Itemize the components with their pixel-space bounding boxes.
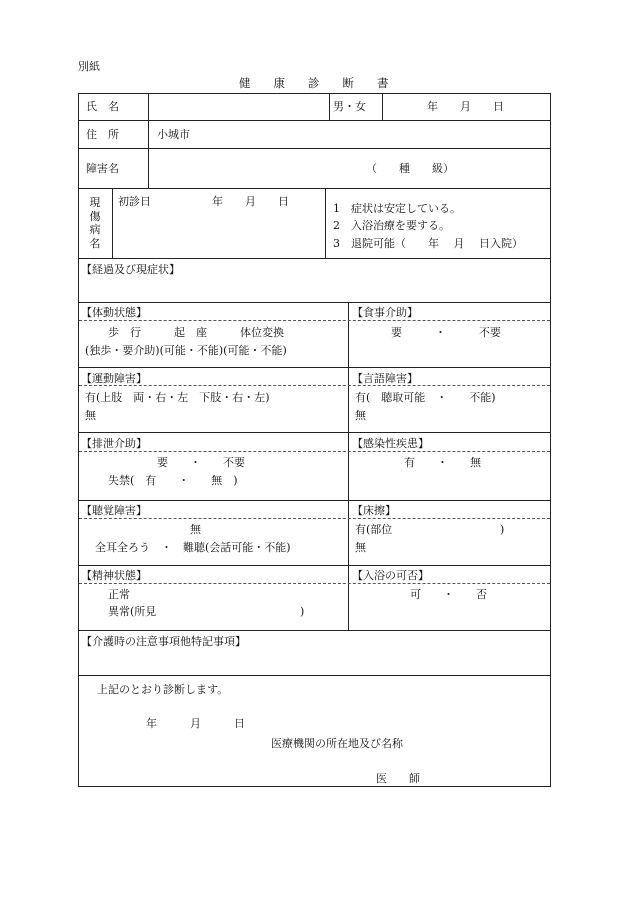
doctor-label: 医 師	[376, 772, 420, 785]
row-divider	[78, 302, 551, 303]
infection-label: 【感染性疾患】	[352, 437, 429, 450]
col-divider	[112, 188, 113, 258]
speech-label: 【言語障害】	[352, 372, 418, 385]
status-option-2[interactable]: 2 入浴治療を要する。	[333, 219, 450, 232]
label-char: 現	[89, 196, 101, 209]
bedsore-label: 【床擦】	[352, 504, 396, 517]
mobility-choices[interactable]: (独歩・要介助)(可能・不能)(可能・不能)	[85, 344, 287, 357]
row-divider	[78, 432, 551, 433]
label-underline	[79, 320, 550, 321]
hearing-label: 【聴覚障害】	[81, 504, 147, 517]
document-title: 健 康 診 断 書	[239, 76, 389, 90]
col-divider	[382, 93, 383, 120]
address-field[interactable]: 小城市	[157, 128, 190, 141]
care-notes-label: 【介護時の注意事項他特記事項】	[81, 635, 246, 648]
status-option-1[interactable]: 1 症状は安定している。	[333, 202, 461, 215]
motor-option-no[interactable]: 無	[85, 409, 96, 422]
incontinence-options[interactable]: 失禁( 有 ・ 無 )	[108, 474, 238, 487]
col-divider	[329, 93, 330, 120]
current-illness-label	[88, 196, 102, 250]
progress-label: 【経過及び現症状】	[81, 263, 180, 276]
label-underline	[79, 518, 550, 519]
disability-label: 障害名	[86, 162, 119, 175]
row-divider	[78, 565, 551, 566]
certification-statement: 上記のとおり診断します。	[97, 683, 229, 696]
address-label: 住 所	[86, 128, 119, 141]
hearing-option-deaf[interactable]: 全耳全ろう ・ 難聴(会話可能・不能)	[95, 541, 291, 554]
mental-option-abnormal[interactable]: 異常(所見	[108, 605, 157, 618]
meal-options[interactable]: 要 ・ 不要	[391, 326, 501, 339]
speech-option-no[interactable]: 無	[355, 409, 366, 422]
mental-close-paren: )	[300, 605, 305, 618]
bedsore-close-paren: )	[500, 523, 505, 536]
label-char: 傷	[89, 209, 101, 223]
hearing-option-none[interactable]: 無	[190, 523, 201, 536]
row-divider	[78, 367, 551, 368]
name-label: 氏 名	[86, 100, 119, 113]
bath-options[interactable]: 可 ・ 否	[410, 588, 487, 601]
bedsore-option-yes[interactable]: 有(部位	[355, 523, 393, 536]
label-underline	[79, 451, 550, 452]
motor-label: 【運動障害】	[81, 372, 147, 385]
mental-label: 【精神状態】	[81, 569, 147, 582]
disability-grade-field[interactable]: （ 種 級）	[366, 162, 454, 175]
bedsore-option-no[interactable]: 無	[355, 541, 366, 554]
row-divider	[78, 258, 551, 259]
mental-option-normal[interactable]: 正常	[108, 588, 130, 601]
col-divider	[148, 93, 149, 188]
mobility-label: 【体動状態】	[81, 306, 147, 319]
excretion-options[interactable]: 要 ・ 不要	[157, 456, 245, 469]
bath-label: 【入浴の可否】	[352, 569, 429, 582]
status-option-3[interactable]: 3 退院可能（ 年 月 日入院）	[333, 237, 523, 250]
sex-field[interactable]: 男・女	[333, 100, 366, 113]
institution-label: 医療機関の所在地及び名称	[271, 737, 403, 750]
col-divider	[348, 302, 349, 630]
birth-date-field[interactable]: 年 月 日	[427, 100, 504, 113]
row-divider	[78, 630, 551, 631]
row-divider	[78, 675, 551, 676]
meal-label: 【食事介助】	[352, 306, 418, 319]
col-divider	[325, 188, 326, 258]
infection-options[interactable]: 有 ・ 無	[404, 456, 481, 469]
row-divider	[78, 500, 551, 501]
speech-option-yes[interactable]: 有( 聴取可能 ・ 不能)	[355, 391, 496, 404]
label-char: 名	[89, 236, 101, 250]
first-visit-label: 初診日	[118, 195, 151, 208]
certification-date-field[interactable]: 年 月 日	[146, 717, 245, 730]
motor-option-yes[interactable]: 有(上肢 両・右・左 下肢・右・左)	[85, 391, 270, 404]
label-char: 病	[89, 223, 101, 236]
attachment-label: 別紙	[78, 60, 100, 73]
row-divider	[78, 188, 551, 189]
mobility-options[interactable]: 歩 行 起 座 体位変換	[108, 326, 284, 339]
first-visit-date-field[interactable]: 年 月 日	[212, 195, 289, 208]
label-underline	[79, 385, 550, 386]
label-underline	[79, 583, 550, 584]
excretion-label: 【排泄介助】	[81, 437, 147, 450]
